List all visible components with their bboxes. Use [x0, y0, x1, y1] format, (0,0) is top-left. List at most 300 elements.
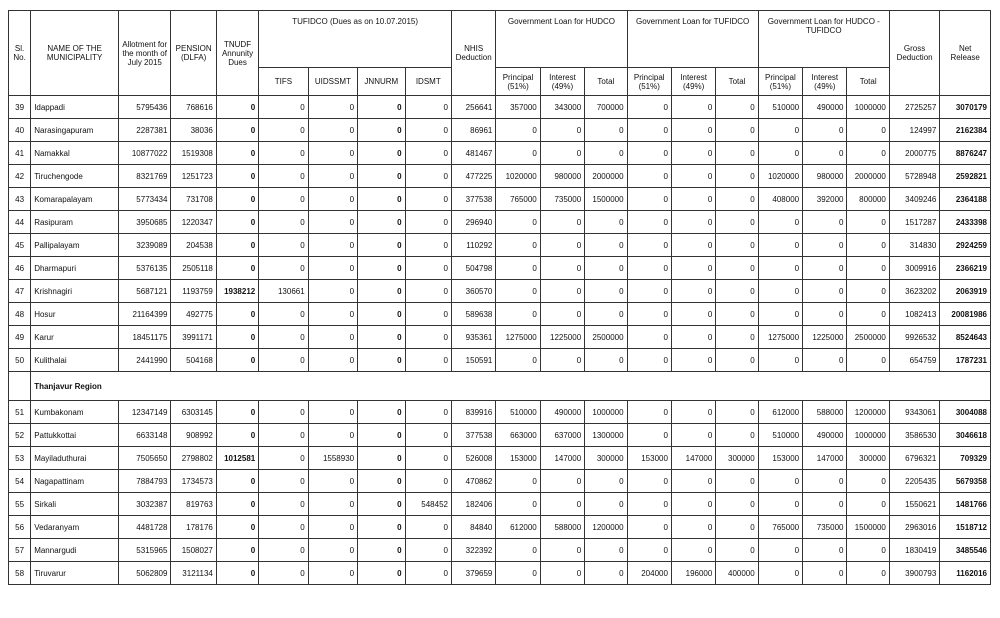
sl-no-cell: 57	[9, 539, 31, 562]
tifs-cell: 0	[259, 401, 308, 424]
tifs-cell: 0	[259, 349, 308, 372]
both-interest-cell: 0	[803, 470, 847, 493]
tnudf-cell: 0	[216, 211, 258, 234]
hudco-total-cell: 0	[585, 539, 627, 562]
hudco-interest-cell: 0	[540, 349, 584, 372]
idsmt-cell: 0	[405, 96, 451, 119]
allotment-cell: 6633148	[118, 424, 170, 447]
both-principal-cell: 1020000	[758, 165, 802, 188]
tufidco-interest-cell: 0	[671, 349, 715, 372]
both-interest-cell: 0	[803, 234, 847, 257]
pension-cell: 178176	[171, 516, 216, 539]
header-hudco-principal: Principal (51%)	[496, 68, 540, 96]
both-interest-cell: 0	[803, 211, 847, 234]
uidssmt-cell: 0	[308, 470, 357, 493]
header-both-total: Total	[847, 68, 889, 96]
both-interest-cell: 0	[803, 280, 847, 303]
header-hudco-total: Total	[585, 68, 627, 96]
nhis-cell: 377538	[451, 188, 495, 211]
both-principal-cell: 0	[758, 470, 802, 493]
gross-cell: 9926532	[889, 326, 939, 349]
hudco-interest-cell: 0	[540, 303, 584, 326]
both-interest-cell: 0	[803, 349, 847, 372]
both-total-cell: 0	[847, 234, 889, 257]
allotment-cell: 2441990	[118, 349, 170, 372]
table-row	[9, 493, 991, 516]
tufidco-total-cell: 0	[716, 539, 758, 562]
gross-cell: 1550621	[889, 493, 939, 516]
tufidco-total-cell: 0	[716, 257, 758, 280]
hudco-interest-cell: 490000	[540, 401, 584, 424]
municipality-cell: Tiruvarur	[31, 562, 119, 585]
tnudf-cell: 0	[216, 303, 258, 326]
tufidco-total-cell: 0	[716, 303, 758, 326]
pension-cell: 3121134	[171, 562, 216, 585]
tufidco-total-cell: 0	[716, 188, 758, 211]
tufidco-interest-cell: 0	[671, 516, 715, 539]
both-total-cell: 0	[847, 562, 889, 585]
municipality-cell: Vedaranyam	[31, 516, 119, 539]
idsmt-cell: 0	[405, 447, 451, 470]
header-jnnurm: JNNURM	[358, 68, 405, 96]
jnnurm-cell: 0	[358, 470, 405, 493]
table-row	[9, 326, 991, 349]
jnnurm-cell: 0	[358, 165, 405, 188]
net-release-cell: 8524643	[940, 326, 991, 349]
uidssmt-cell: 0	[308, 119, 357, 142]
tifs-cell: 0	[259, 96, 308, 119]
allotment-cell: 7884793	[118, 470, 170, 493]
tufidco-principal-cell: 0	[627, 142, 671, 165]
header-allotment: Allotment for the month of July 2015	[118, 11, 170, 96]
allotment-cell: 10877022	[118, 142, 170, 165]
pension-cell: 204538	[171, 234, 216, 257]
tufidco-principal-cell: 0	[627, 349, 671, 372]
sl-no-cell: 42	[9, 165, 31, 188]
both-total-cell: 2500000	[847, 326, 889, 349]
tufidco-total-cell: 0	[716, 401, 758, 424]
allotment-cell: 3950685	[118, 211, 170, 234]
allotment-cell: 8321769	[118, 165, 170, 188]
table-body-thanjavur	[9, 401, 991, 585]
both-total-cell: 0	[847, 539, 889, 562]
both-principal-cell: 612000	[758, 401, 802, 424]
both-total-cell: 300000	[847, 447, 889, 470]
net-release-cell: 1481766	[940, 493, 991, 516]
net-release-cell: 2063919	[940, 280, 991, 303]
table-row	[9, 119, 991, 142]
tifs-cell: 0	[259, 470, 308, 493]
idsmt-cell: 0	[405, 326, 451, 349]
tufidco-total-cell: 0	[716, 424, 758, 447]
table-row	[9, 470, 991, 493]
both-total-cell: 0	[847, 493, 889, 516]
tufidco-interest-cell: 0	[671, 119, 715, 142]
tnudf-cell: 0	[216, 234, 258, 257]
both-total-cell: 1500000	[847, 516, 889, 539]
municipality-cell: Komarapalayam	[31, 188, 119, 211]
municipality-cell: Hosur	[31, 303, 119, 326]
net-release-cell: 2364188	[940, 188, 991, 211]
gross-cell: 3009916	[889, 257, 939, 280]
municipality-cell: Narasingapuram	[31, 119, 119, 142]
gross-cell: 3623202	[889, 280, 939, 303]
tnudf-cell: 0	[216, 326, 258, 349]
tufidco-interest-cell: 0	[671, 303, 715, 326]
nhis-cell: 481467	[451, 142, 495, 165]
uidssmt-cell: 0	[308, 303, 357, 326]
sl-no-cell: 48	[9, 303, 31, 326]
tnudf-cell: 1938212	[216, 280, 258, 303]
both-total-cell: 1000000	[847, 424, 889, 447]
gross-cell: 124997	[889, 119, 939, 142]
uidssmt-cell: 0	[308, 165, 357, 188]
table-row	[9, 401, 991, 424]
nhis-cell: 182406	[451, 493, 495, 516]
idsmt-cell: 548452	[405, 493, 451, 516]
hudco-interest-cell: 0	[540, 211, 584, 234]
both-interest-cell: 0	[803, 257, 847, 280]
municipality-cell: Mannargudi	[31, 539, 119, 562]
table-row	[9, 539, 991, 562]
hudco-principal-cell: 0	[496, 539, 540, 562]
tufidco-principal-cell: 0	[627, 470, 671, 493]
both-total-cell: 0	[847, 280, 889, 303]
jnnurm-cell: 0	[358, 539, 405, 562]
hudco-principal-cell: 0	[496, 470, 540, 493]
uidssmt-cell: 0	[308, 401, 357, 424]
table-row	[9, 562, 991, 585]
hudco-principal-cell: 0	[496, 257, 540, 280]
idsmt-cell: 0	[405, 257, 451, 280]
hudco-total-cell: 0	[585, 562, 627, 585]
municipality-cell: Pattukkottai	[31, 424, 119, 447]
hudco-interest-cell: 0	[540, 493, 584, 516]
sl-no-cell: 41	[9, 142, 31, 165]
tufidco-interest-cell: 196000	[671, 562, 715, 585]
hudco-interest-cell: 343000	[540, 96, 584, 119]
tufidco-total-cell: 0	[716, 211, 758, 234]
both-interest-cell: 0	[803, 142, 847, 165]
hudco-principal-cell: 510000	[496, 401, 540, 424]
hudco-total-cell: 1500000	[585, 188, 627, 211]
tufidco-interest-cell: 0	[671, 493, 715, 516]
jnnurm-cell: 0	[358, 326, 405, 349]
nhis-cell: 377538	[451, 424, 495, 447]
both-interest-cell: 735000	[803, 516, 847, 539]
hudco-total-cell: 0	[585, 349, 627, 372]
header-gl-tufidco: Government Loan for TUFIDCO	[627, 11, 758, 68]
hudco-total-cell: 1300000	[585, 424, 627, 447]
hudco-principal-cell: 612000	[496, 516, 540, 539]
header-gl-hudco-tufidco: Government Loan for HUDCO - TUFIDCO	[758, 11, 889, 68]
municipality-cell: Idappadi	[31, 96, 119, 119]
municipality-cell: Tiruchengode	[31, 165, 119, 188]
nhis-cell: 589638	[451, 303, 495, 326]
uidssmt-cell: 0	[308, 280, 357, 303]
idsmt-cell: 0	[405, 424, 451, 447]
header-municipality: NAME OF THE MUNICIPALITY	[31, 11, 119, 96]
sl-no-cell: 44	[9, 211, 31, 234]
jnnurm-cell: 0	[358, 257, 405, 280]
pension-cell: 6303145	[171, 401, 216, 424]
both-total-cell: 0	[847, 303, 889, 326]
uidssmt-cell: 0	[308, 516, 357, 539]
hudco-interest-cell: 0	[540, 562, 584, 585]
hudco-principal-cell: 0	[496, 303, 540, 326]
sl-no-cell: 52	[9, 424, 31, 447]
both-principal-cell: 510000	[758, 424, 802, 447]
municipality-cell: Kulithalai	[31, 349, 119, 372]
tifs-cell: 130661	[259, 280, 308, 303]
municipality-cell: Nagapattinam	[31, 470, 119, 493]
sl-no-cell: 47	[9, 280, 31, 303]
hudco-total-cell: 0	[585, 280, 627, 303]
pension-cell: 908992	[171, 424, 216, 447]
uidssmt-cell: 0	[308, 349, 357, 372]
idsmt-cell: 0	[405, 165, 451, 188]
net-release-cell: 2366219	[940, 257, 991, 280]
net-release-cell: 3004088	[940, 401, 991, 424]
header-nhis: NHIS Deduction	[451, 11, 495, 96]
table-row	[9, 234, 991, 257]
allotment-cell: 5376135	[118, 257, 170, 280]
jnnurm-cell: 0	[358, 562, 405, 585]
hudco-interest-cell: 588000	[540, 516, 584, 539]
header-tufidco: TUFIDCO (Dues as on 10.07.2015)	[259, 11, 452, 68]
tnudf-cell: 0	[216, 401, 258, 424]
both-interest-cell: 490000	[803, 424, 847, 447]
tifs-cell: 0	[259, 257, 308, 280]
table-body-salem	[9, 96, 991, 372]
allotment-cell: 5315965	[118, 539, 170, 562]
gross-cell: 2205435	[889, 470, 939, 493]
hudco-interest-cell: 1225000	[540, 326, 584, 349]
pension-cell: 504168	[171, 349, 216, 372]
net-release-cell: 3046618	[940, 424, 991, 447]
both-interest-cell: 0	[803, 493, 847, 516]
tufidco-principal-cell: 0	[627, 257, 671, 280]
net-release-cell: 8876247	[940, 142, 991, 165]
both-total-cell: 2000000	[847, 165, 889, 188]
uidssmt-cell: 1558930	[308, 447, 357, 470]
uidssmt-cell: 0	[308, 234, 357, 257]
sl-no-cell: 55	[9, 493, 31, 516]
table-row	[9, 257, 991, 280]
gross-cell: 1082413	[889, 303, 939, 326]
both-total-cell: 0	[847, 142, 889, 165]
tufidco-total-cell: 0	[716, 119, 758, 142]
net-release-cell: 1787231	[940, 349, 991, 372]
sl-no-cell: 46	[9, 257, 31, 280]
hudco-total-cell: 0	[585, 119, 627, 142]
tifs-cell: 0	[259, 211, 308, 234]
gross-cell: 3900793	[889, 562, 939, 585]
both-principal-cell: 1275000	[758, 326, 802, 349]
both-principal-cell: 0	[758, 142, 802, 165]
nhis-cell: 150591	[451, 349, 495, 372]
pension-cell: 38036	[171, 119, 216, 142]
table-row	[9, 96, 991, 119]
idsmt-cell: 0	[405, 539, 451, 562]
both-principal-cell: 0	[758, 493, 802, 516]
gross-cell: 6796321	[889, 447, 939, 470]
both-interest-cell: 392000	[803, 188, 847, 211]
tufidco-principal-cell: 0	[627, 119, 671, 142]
table-row	[9, 424, 991, 447]
both-principal-cell: 0	[758, 234, 802, 257]
both-interest-cell: 0	[803, 562, 847, 585]
nhis-cell: 477225	[451, 165, 495, 188]
tifs-cell: 0	[259, 516, 308, 539]
hudco-principal-cell: 0	[496, 211, 540, 234]
hudco-interest-cell: 0	[540, 234, 584, 257]
pension-cell: 3991171	[171, 326, 216, 349]
tufidco-interest-cell: 0	[671, 142, 715, 165]
sl-no-cell: 49	[9, 326, 31, 349]
hudco-principal-cell: 1275000	[496, 326, 540, 349]
jnnurm-cell: 0	[358, 280, 405, 303]
allotment-cell: 21164399	[118, 303, 170, 326]
tufidco-principal-cell: 0	[627, 493, 671, 516]
allotment-cell: 4481728	[118, 516, 170, 539]
tnudf-cell: 0	[216, 96, 258, 119]
hudco-interest-cell: 0	[540, 280, 584, 303]
both-interest-cell: 490000	[803, 96, 847, 119]
nhis-cell: 526008	[451, 447, 495, 470]
tufidco-principal-cell: 0	[627, 424, 671, 447]
hudco-principal-cell: 0	[496, 280, 540, 303]
pension-cell: 1519308	[171, 142, 216, 165]
pension-cell: 1193759	[171, 280, 216, 303]
gross-cell: 654759	[889, 349, 939, 372]
tufidco-total-cell: 0	[716, 326, 758, 349]
net-release-cell: 3070179	[940, 96, 991, 119]
nhis-cell: 110292	[451, 234, 495, 257]
idsmt-cell: 0	[405, 401, 451, 424]
hudco-interest-cell: 637000	[540, 424, 584, 447]
hudco-interest-cell: 0	[540, 470, 584, 493]
allotment-cell: 12347149	[118, 401, 170, 424]
uidssmt-cell: 0	[308, 562, 357, 585]
both-interest-cell: 588000	[803, 401, 847, 424]
both-principal-cell: 0	[758, 211, 802, 234]
tufidco-interest-cell: 0	[671, 401, 715, 424]
jnnurm-cell: 0	[358, 447, 405, 470]
tufidco-total-cell: 0	[716, 516, 758, 539]
idsmt-cell: 0	[405, 516, 451, 539]
jnnurm-cell: 0	[358, 188, 405, 211]
net-release-cell: 2592821	[940, 165, 991, 188]
sl-no-cell: 43	[9, 188, 31, 211]
hudco-total-cell: 1000000	[585, 401, 627, 424]
municipality-cell: Rasipuram	[31, 211, 119, 234]
nhis-cell: 839916	[451, 401, 495, 424]
idsmt-cell: 0	[405, 234, 451, 257]
header-both-principal: Principal (51%)	[758, 68, 802, 96]
header-hudco-interest: Interest (49%)	[540, 68, 584, 96]
uidssmt-cell: 0	[308, 539, 357, 562]
jnnurm-cell: 0	[358, 119, 405, 142]
net-release-cell: 3485546	[940, 539, 991, 562]
uidssmt-cell: 0	[308, 493, 357, 516]
hudco-principal-cell: 765000	[496, 188, 540, 211]
sl-no-cell: 50	[9, 349, 31, 372]
jnnurm-cell: 0	[358, 516, 405, 539]
tnudf-cell: 0	[216, 165, 258, 188]
tufidco-total-cell: 0	[716, 349, 758, 372]
allotment-cell: 18451175	[118, 326, 170, 349]
tufidco-principal-cell: 0	[627, 96, 671, 119]
pension-cell: 2798802	[171, 447, 216, 470]
both-interest-cell: 980000	[803, 165, 847, 188]
pension-cell: 1251723	[171, 165, 216, 188]
sl-no-cell: 56	[9, 516, 31, 539]
header-tufidco-principal: Principal (51%)	[627, 68, 671, 96]
uidssmt-cell: 0	[308, 424, 357, 447]
tufidco-principal-cell: 0	[627, 165, 671, 188]
hudco-interest-cell: 735000	[540, 188, 584, 211]
both-total-cell: 0	[847, 470, 889, 493]
both-interest-cell: 0	[803, 539, 847, 562]
header-gl-hudco: Government Loan for HUDCO	[496, 11, 627, 68]
idsmt-cell: 0	[405, 470, 451, 493]
header-uidssmt: UIDSSMT	[308, 68, 357, 96]
municipality-cell: Dharmapuri	[31, 257, 119, 280]
hudco-total-cell: 0	[585, 257, 627, 280]
idsmt-cell: 0	[405, 562, 451, 585]
tifs-cell: 0	[259, 303, 308, 326]
hudco-principal-cell: 1020000	[496, 165, 540, 188]
jnnurm-cell: 0	[358, 424, 405, 447]
municipality-cell: Sirkali	[31, 493, 119, 516]
tufidco-interest-cell: 0	[671, 165, 715, 188]
idsmt-cell: 0	[405, 303, 451, 326]
nhis-cell: 84840	[451, 516, 495, 539]
allotment-cell: 5062809	[118, 562, 170, 585]
sl-no-cell: 53	[9, 447, 31, 470]
hudco-total-cell: 2500000	[585, 326, 627, 349]
region-label: Thanjavur Region	[31, 372, 991, 401]
jnnurm-cell: 0	[358, 349, 405, 372]
tnudf-cell: 0	[216, 257, 258, 280]
both-total-cell: 1200000	[847, 401, 889, 424]
net-release-cell: 2924259	[940, 234, 991, 257]
both-principal-cell: 765000	[758, 516, 802, 539]
hudco-interest-cell: 147000	[540, 447, 584, 470]
tnudf-cell: 0	[216, 562, 258, 585]
uidssmt-cell: 0	[308, 211, 357, 234]
region-row	[9, 372, 991, 401]
tufidco-total-cell: 400000	[716, 562, 758, 585]
tnudf-cell: 0	[216, 188, 258, 211]
hudco-interest-cell: 0	[540, 119, 584, 142]
gross-cell: 314830	[889, 234, 939, 257]
idsmt-cell: 0	[405, 142, 451, 165]
municipality-cell: Namakkal	[31, 142, 119, 165]
sl-no-cell: 45	[9, 234, 31, 257]
tnudf-cell: 0	[216, 119, 258, 142]
tnudf-cell: 0	[216, 470, 258, 493]
pension-cell: 1220347	[171, 211, 216, 234]
uidssmt-cell: 0	[308, 188, 357, 211]
both-interest-cell: 0	[803, 303, 847, 326]
tufidco-interest-cell: 0	[671, 470, 715, 493]
tifs-cell: 0	[259, 234, 308, 257]
allotment-cell: 5687121	[118, 280, 170, 303]
both-principal-cell: 0	[758, 119, 802, 142]
jnnurm-cell: 0	[358, 493, 405, 516]
